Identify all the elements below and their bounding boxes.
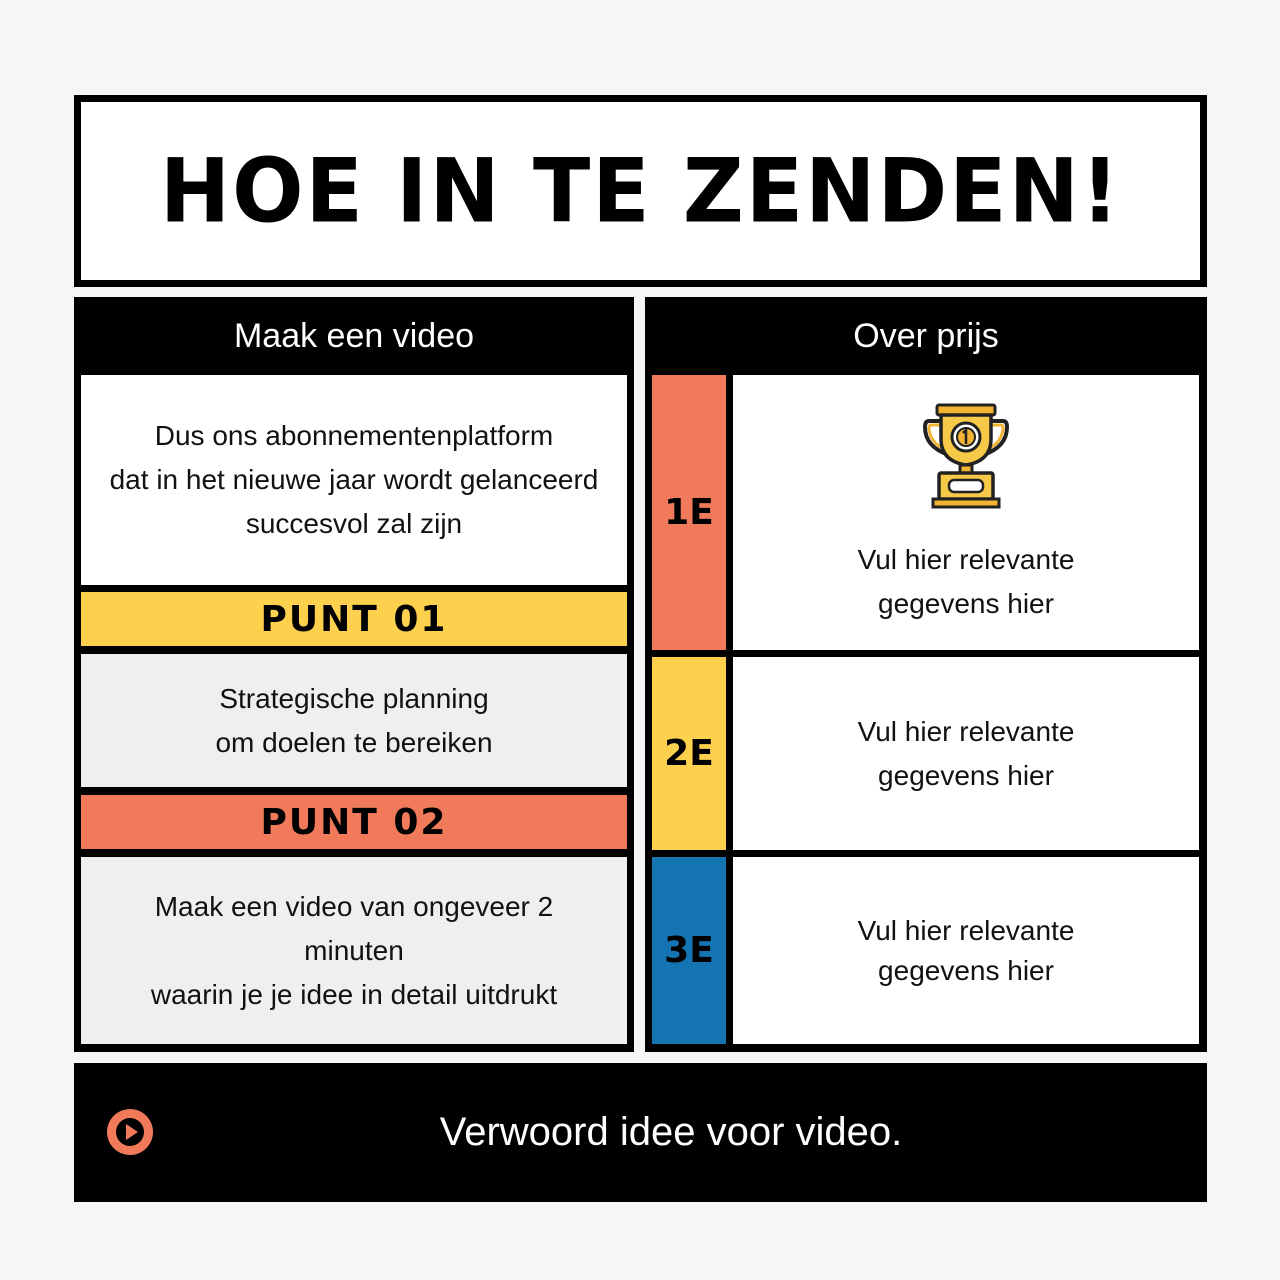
prize-2e-line: Vul hier relevante [857, 715, 1075, 747]
punt-02-label: PUNT 02 [81, 795, 627, 849]
intro-line: dat in het nieuwe jaar wordt gelanceerd [109, 464, 599, 495]
punt-02-line: waarin je je idee in detail uitdrukt [150, 978, 558, 1010]
prize-2e-cell [733, 657, 1199, 850]
video-panel-header: Maak een video [233, 316, 475, 355]
footer-bar [74, 1063, 1207, 1202]
title-box [74, 95, 1207, 287]
punt-01-line: Strategische planning [219, 682, 489, 714]
rank-3e: 3E [652, 857, 726, 1044]
page-title: HOE IN TE ZENDEN! [159, 139, 1122, 243]
rank-2e: 2E [652, 657, 726, 850]
prize-3e-cell [733, 857, 1199, 1044]
punt-02-cell [81, 857, 627, 1044]
punt-01-line: om doelen te bereiken [215, 726, 493, 758]
prize-panel-header: Over prijs [853, 316, 999, 355]
rank-1e: 1E [652, 375, 726, 650]
trophy-icon [921, 399, 1011, 524]
prize-3e-line: Vul hier relevante [857, 914, 1075, 946]
intro-cell [81, 375, 627, 585]
prize-2e-line: gegevens hier [878, 759, 1054, 791]
punt-02-line: minuten [304, 934, 404, 966]
prize-1e-cell [733, 375, 1199, 650]
punt-01-cell [81, 654, 627, 787]
prize-panel [645, 297, 1207, 1052]
prize-3e-line: gegevens hier [878, 954, 1054, 986]
play-icon[interactable] [106, 1108, 154, 1156]
punt-01-label: PUNT 01 [81, 592, 627, 646]
video-panel [74, 297, 634, 1052]
footer-text: Verwoord idee voor video. [439, 1110, 903, 1154]
intro-line: Dus ons abonnementenplatform [154, 420, 554, 451]
prize-1e-line: Vul hier relevante [857, 544, 1075, 575]
prize-1e-line: gegevens hier [878, 588, 1054, 619]
punt-02-line: Maak een video van ongeveer 2 [154, 890, 554, 922]
intro-line: succesvol zal zijn [245, 508, 463, 539]
